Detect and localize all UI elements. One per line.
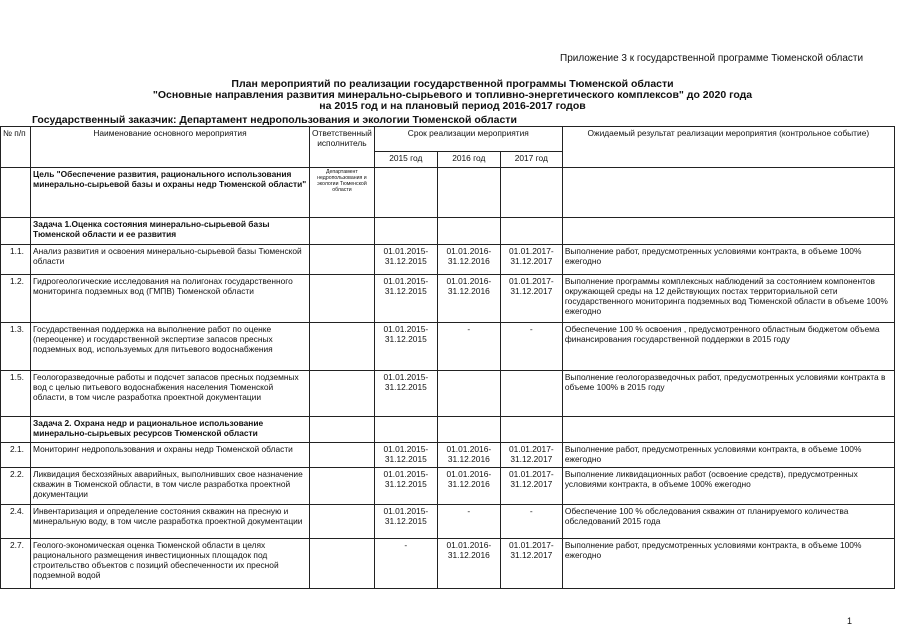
header-period: Срок реализации мероприятия xyxy=(374,127,562,152)
title-line-1: План мероприятий по реализации государственной программы Тюменской области xyxy=(231,78,674,90)
row-result: Выполнение программы комплексных наблюдений за состоянием компонентов окружающей среды на 12 действующих постах территориальной сети государственного мониторинга подземных вод Тюменской области в объеме 100% ежегодно xyxy=(562,275,894,323)
task-2-row xyxy=(1,417,895,443)
task-2-text: Задача 2. Охрана недр и рациональное использование минерально-сырьевых ресурсов Тюменской области xyxy=(31,417,310,443)
row-result: Выполнение работ, предусмотренных условиями контракта, в объеме 100% ежегодно xyxy=(562,443,894,468)
row-2016 xyxy=(437,371,500,417)
row-name: Анализ развития и освоения минерально-сырьевой базы Тюменской области xyxy=(31,245,310,275)
row-name: Геологоразведочные работы и подсчет запасов пресных подземных вод с целью питьевого водоснабжения населения Тюменской области, в том числе разработка проектной документации xyxy=(31,371,310,417)
table-row xyxy=(1,443,895,468)
row-2015: 01.01.2015-31.12.2015 xyxy=(374,245,437,275)
header-2016: 2016 год xyxy=(437,152,500,168)
row-2017: - xyxy=(500,505,562,539)
row-2015: 01.01.2015-31.12.2015 xyxy=(374,443,437,468)
row-result: Выполнение работ, предусмотренных условиями контракта, в объеме 100% ежегодно xyxy=(562,539,894,589)
header-row xyxy=(1,127,895,152)
table-row xyxy=(1,323,895,371)
page-number: 1 xyxy=(847,616,853,626)
goal-row xyxy=(1,168,895,218)
row-2017: 01.01.2017-31.12.2017 xyxy=(500,245,562,275)
row-2015: 01.01.2015-31.12.2015 xyxy=(374,323,437,371)
row-2017: 01.01.2017-31.12.2017 xyxy=(500,468,562,505)
table-row xyxy=(1,371,895,417)
state-customer: Государственный заказчик: Департамент недропользования и экологии Тюменской области xyxy=(32,114,517,126)
header-2015: 2015 год xyxy=(374,152,437,168)
row-num: 2.1. xyxy=(1,443,31,468)
header-result: Ожидаемый результат реализации мероприятия (контрольное событие) xyxy=(562,127,894,168)
appendix-label: Приложение 3 к государственной программе Тюменской области xyxy=(560,53,864,64)
row-name: Гидрогеологические исследования на полигонах государственного мониторинга подземных вод (ГМПВ) Тюменской области xyxy=(31,275,310,323)
row-result: Выполнение ликвидационных работ (освоение средств), предусмотренных условиями контракта, в объеме 100% ежегодно xyxy=(562,468,894,505)
plan-table xyxy=(0,126,895,589)
goal-num xyxy=(1,168,31,218)
header-resp: Ответственный исполнитель xyxy=(310,127,375,168)
table-row xyxy=(1,245,895,275)
row-result: Выполнение геологоразведочных работ, предусмотренных условиями контракта в объеме 100% в 2015 году xyxy=(562,371,894,417)
table-row xyxy=(1,468,895,505)
task-1-text: Задача 1.Оценка состояния минерально-сырьевой базы Тюменской области и ее развития xyxy=(31,218,310,245)
row-2017: 01.01.2017-31.12.2017 xyxy=(500,443,562,468)
goal-text: Цель "Обеспечение развития, рационального использования минерально-сырьевой базы и охраны недр Тюменской области" xyxy=(31,168,310,218)
row-num: 2.4. xyxy=(1,505,31,539)
row-name: Инвентаризация и определение состояния скважин на пресную и минеральную воду, в том числе разработка проектной документации xyxy=(31,505,310,539)
row-result: Обеспечение 100 % освоения , предусмотренного областным бюджетом объема финансирования государственной поддержки в 2015 году xyxy=(562,323,894,371)
table-row xyxy=(1,275,895,323)
row-2016: 01.01.2016-31.12.2016 xyxy=(437,468,500,505)
row-result: Выполнение работ, предусмотренных условиями контракта, в объеме 100% ежегодно xyxy=(562,245,894,275)
row-2015: 01.01.2015-31.12.2015 xyxy=(374,275,437,323)
row-num: 1.1. xyxy=(1,245,31,275)
row-2016: 01.01.2016-31.12.2016 xyxy=(437,245,500,275)
row-2017: 01.01.2017-31.12.2017 xyxy=(500,275,562,323)
row-2015: - xyxy=(374,539,437,589)
header-num: № п/п xyxy=(1,127,31,168)
row-num: 1.5. xyxy=(1,371,31,417)
row-name: Ликвидация бесхозяйных аварийных, выполнивших свое назначение скважин в Тюменской области, в том числе разработка проектной документации xyxy=(31,468,310,505)
row-2017: - xyxy=(500,323,562,371)
row-num: 2.2. xyxy=(1,468,31,505)
row-2016: 01.01.2016-31.12.2016 xyxy=(437,539,500,589)
row-2015: 01.01.2015-31.12.2015 xyxy=(374,371,437,417)
row-2015: 01.01.2015-31.12.2015 xyxy=(374,468,437,505)
row-2016: - xyxy=(437,505,500,539)
row-2015: 01.01.2015-31.12.2015 xyxy=(374,505,437,539)
header-name: Наименование основного мероприятия xyxy=(31,127,310,168)
row-num: 1.2. xyxy=(1,275,31,323)
table-row xyxy=(1,505,895,539)
title-line-3: на 2015 год и на плановый период 2016-2017 годов xyxy=(319,100,586,112)
row-2016: - xyxy=(437,323,500,371)
row-num: 1.3. xyxy=(1,323,31,371)
row-2016: 01.01.2016-31.12.2016 xyxy=(437,443,500,468)
table-row xyxy=(1,539,895,589)
header-2017: 2017 год xyxy=(500,152,562,168)
row-num: 2.7. xyxy=(1,539,31,589)
row-2016: 01.01.2016-31.12.2016 xyxy=(437,275,500,323)
row-2017: 01.01.2017-31.12.2017 xyxy=(500,539,562,589)
row-name: Государственная поддержка на выполнение работ по оценке (переоценке) и государственной экспертизе запасов пресных подземных вод, используемых для питьевого водоснабжения xyxy=(31,323,310,371)
title-line-2: "Основные направления развития минерально-сырьевого и топливно-энергетического комплексов" до 2020 года xyxy=(152,89,753,101)
task-1-row xyxy=(1,218,895,245)
row-name: Мониторинг недропользования и охраны недр Тюменской области xyxy=(31,443,310,468)
goal-resp: Департамент недропользования и экологии Тюменской области xyxy=(310,168,375,218)
row-name: Геолого-экономическая оценка Тюменской области в целях рационального размещения инвестиционных площадок под строительство объектов с позиций обеспеченности их пресной подземной водой xyxy=(31,539,310,589)
row-result: Обеспечение 100 % обследования скважин от планируемого количества обследований 2015 года xyxy=(562,505,894,539)
row-2017 xyxy=(500,371,562,417)
